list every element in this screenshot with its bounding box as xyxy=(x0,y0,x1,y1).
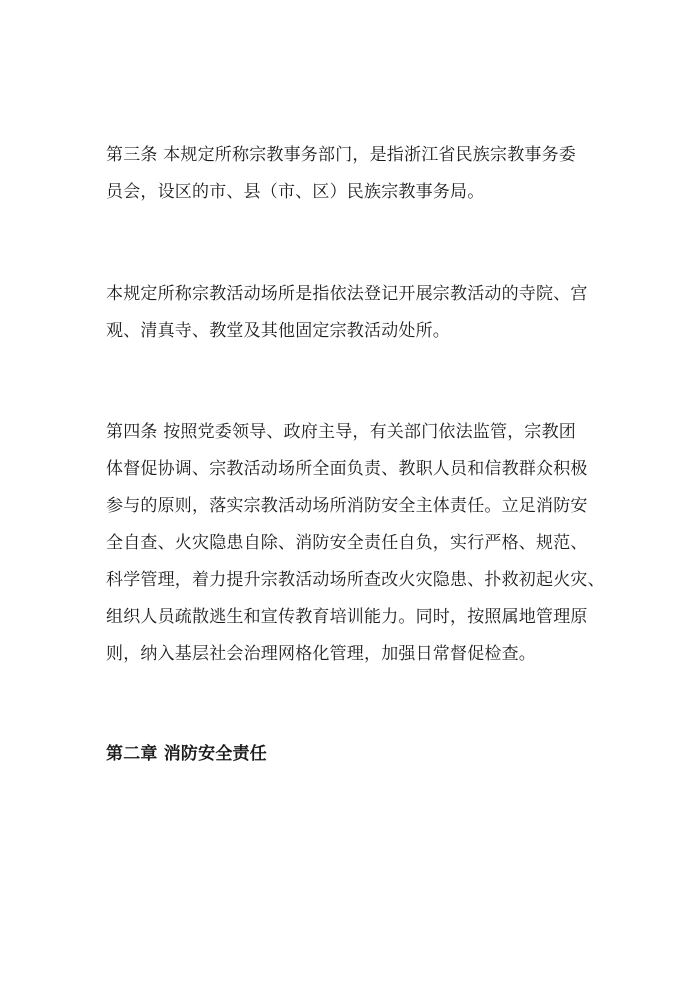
article-3-para-2-line-2: 观、清真寺、教堂及其他固定宗教活动处所。 xyxy=(106,321,450,341)
article-4-line-2: 体督促协调、宗教活动场所全面负责、教职人员和信教群众积极 xyxy=(106,459,588,479)
article-4-line-5: 科学管理，着力提升宗教活动场所查改火灾隐患、扑救初起火灾、 xyxy=(106,570,605,590)
article-4-line-4: 全自查、火灾隐患自除、消防安全责任自负，实行严格、规范、 xyxy=(106,533,588,553)
article-3-para-2-line-1: 本规定所称宗教活动场所是指依法登记开展宗教活动的寺院、宫 xyxy=(106,284,588,304)
article-4-line-6: 组织人员疏散逃生和宣传教育培训能力。同时，按照属地管理原 xyxy=(106,607,588,627)
article-3-line-2: 员会，设区的市、县（市、区）民族宗教事务局。 xyxy=(106,182,485,202)
article-4-line-3: 参与的原则，落实宗教活动场所消防安全主体责任。立足消防安 xyxy=(106,496,588,516)
article-3-line-1: 第三条 本规定所称宗教事务部门，是指浙江省民族宗教事务委 xyxy=(106,145,577,165)
chapter-2-heading: 第二章 消防安全责任 xyxy=(106,744,267,764)
article-4-line-7: 则，纳入基层社会治理网格化管理，加强日常督促检查。 xyxy=(106,644,536,664)
article-4-line-1: 第四条 按照党委领导、政府主导，有关部门依法监管，宗教团 xyxy=(106,422,577,442)
